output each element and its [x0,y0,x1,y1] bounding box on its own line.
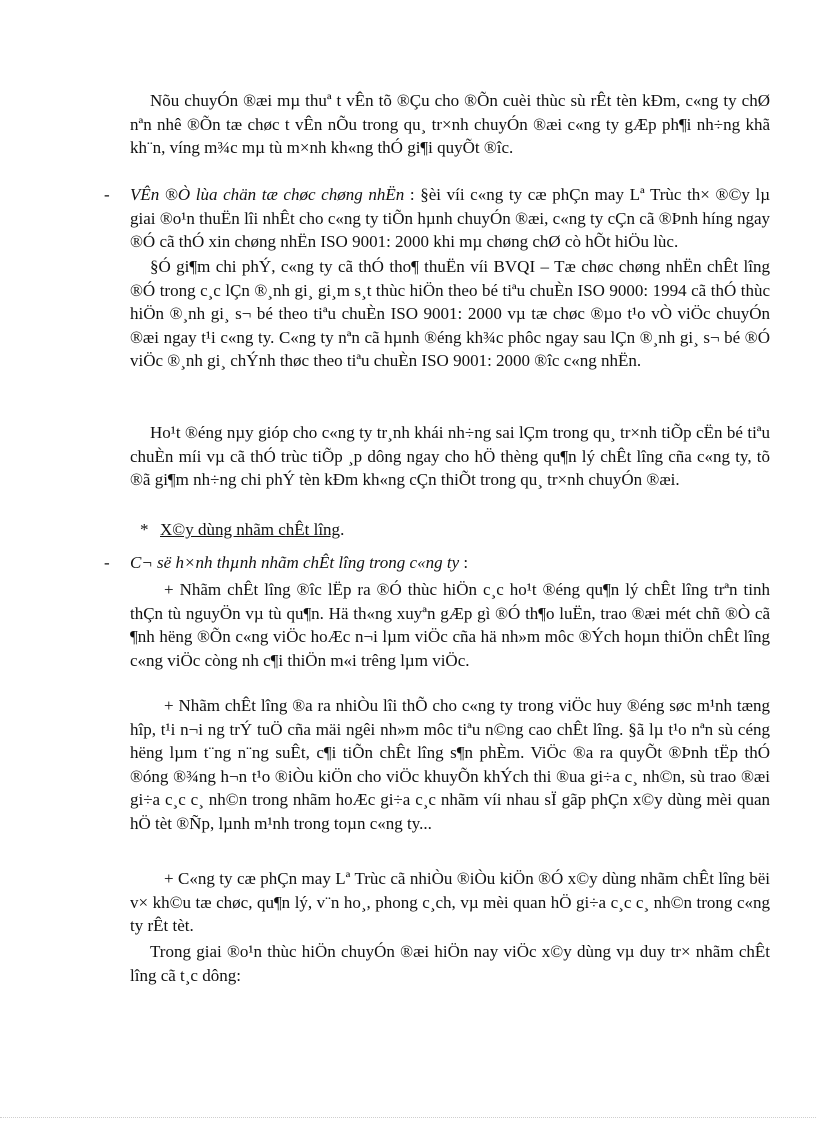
heading-basis: C¬ së h×nh thµnh nhãm chÊt lîng trong c«ng ty [130,553,460,572]
paragraph-consultancy: Nõu chuyÓn ®æi mµ thuª t vÊn tõ ®Çu cho ®Õn cuèi thùc sù rÊt tèn kÐm, c«ng ty chØ nªn nhê ®Õn tæ chøc t vÊn nÕu trong qu¸ tr×nh chuyÓn ®æi c«ng ty gÆp ph¶i nh÷ng khã kh¨n, víng m¾c mµ tù m×nh kh«ng thÓ gi¶i quyÕt ®îc. [130,91,770,157]
bullet-dash: - [104,185,110,204]
paragraph-conclusion: Trong giai ®o¹n thùc hiÖn chuyÓn ®æi hiÖn nay viÖc x©y dùng vµ duy tr× nhãm chÊt lîng cã t¸c dông: [130,942,770,985]
paragraph-certification-body [130,183,770,254]
section-heading-quality-group: X©y dùng nhãm chÊt lîng. [160,520,345,539]
paragraph-plus-2: + Nhãm chÊt lîng ®a ra nhiÒu lîi thÕ cho c«ng ty trong viÖc huy ®éng søc m¹nh tæng hîp, t¹i n¬i ng trÝ tuÖ cña mäi ngêi nh»m môc tiªu n©ng cao chÊt lîng. §ã lµ t¹o nªn sù céng hëng lµm t¨ng n¨ng suÊt, c¶i tiÕn chÊt lîng s¶n phÈm. ViÖc ®a ra quyÕt ®Þnh tËp thÓ ®óng ®¾ng h¬n t¹o ®iÒu kiÖn cho viÖc khuyÕn khÝch thi ®ua gi÷a c¸ nh©n, sù trao ®æi gi÷a c¸c c¸ nh©n trong nhãm hoÆc gi÷a c¸c nhãm víi nhau sÏ gãp phÇn x©y dùng mèi quan hÖ tèt ®Ñp, lµnh m¹nh trong toµn c«ng ty... [130,696,770,833]
paragraph-benefits: Ho¹t ®éng nµy gióp cho c«ng ty tr¸nh khái nh÷ng sai lÇm trong qu¸ tr×nh tiÕp cËn bé tiªu chuÈn míi vµ cã thÓ trùc tiÕp ¸p dông ngay cho hÖ thèng qu¶n lý chÊt lîng cña c«ng ty, tõ ®ã gi¶m nh÷ng chi phÝ tèn kÐm kh«ng cÇn thiÕt trong qu¸ tr×nh chuyÓn ®æi. [130,423,770,489]
heading-certification-body: VÊn ®Ò lùa chän tæ chøc chøng nhËn [130,185,405,204]
paragraph-cost-reduction: §Ó gi¶m chi phÝ, c«ng ty cã thÓ tho¶ thuËn víi BVQI – Tæ chøc chøng nhËn chÊt lîng ®Ó trong c¸c lÇn ®¸nh gi¸ gi¸m s¸t thùc hiÖn theo bé tiªu chuÈn ISO 9000: 1994 cã thÓ thùc hiÖn ®¸nh gi¸ s¬ bé theo tiªu chuÈn ISO 9001: 2000 vµ tæ chøc ®µo t¹o vÒ viÖc chuyÓn ®æi ngay t¹i c«ng ty. C«ng ty nªn cã hµnh ®éng kh¾c phôc ngay sau lÇn ®¸nh gi¸ s¬ bé ®Ó viÖc ®¸nh gi¸ chÝnh thøc theo tiªu chuÈn ISO 9001: 2000 ®îc c«ng nhËn. [130,257,770,370]
page-bottom-rule [0,1117,816,1118]
star-marker: * [140,520,149,539]
text-certification-body: : §èi víi c«ng ty cæ phÇn may Lª Trùc th× ®©y lµ giai ®o¹n thuËn lîi nhÊt cho c«ng ty tiÕn hµnh chuyÓn ®æi, c«ng ty cÇn cã ®Þnh híng ngay ®Ó cã thÓ xin chøng nhËn ISO 9001: 2000 khi mµ chøng chØ cò hÕt hiÖu lùc. [130,185,771,251]
paragraph-plus-3: + C«ng ty cæ phÇn may Lª Trùc cã nhiÒu ®iÒu kiÖn ®Ó x©y dùng nhãm chÊt lîng bëi v× kh©u tæ chøc, qu¶n lý, v¨n ho¸, phong c¸ch, vµ mèi quan hÖ gi÷a c¸c c¸ nh©n trong c«ng ty rÊt tèt. [130,869,770,935]
bullet-dash: - [104,553,110,572]
paragraph-plus-1: + Nhãm chÊt lîng ®îc lËp ra ®Ó thùc hiÖn c¸c ho¹t ®éng qu¶n lý chÊt lîng trªn tinh thÇn tù nguyÖn vµ tù qu¶n. Hä th«ng xuyªn gÆp gì ®Ó th¶o luËn, trao ®æi mét chñ ®Ò cã ¶nh hëng ®Õn c«ng viÖc hoÆc n¬i lµm viÖc cña hä nh»m môc ®Ých hoµn thiÖn chÊt lîng c«ng viÖc còng nh c¶i thiÖn m«i trêng lµm viÖc. [130,580,770,670]
subheading-basis: C¬ së h×nh thµnh nhãm chÊt lîng trong c«ng ty : [130,553,469,572]
heading-quality-group: X©y dùng nhãm chÊt lîng [160,520,341,539]
